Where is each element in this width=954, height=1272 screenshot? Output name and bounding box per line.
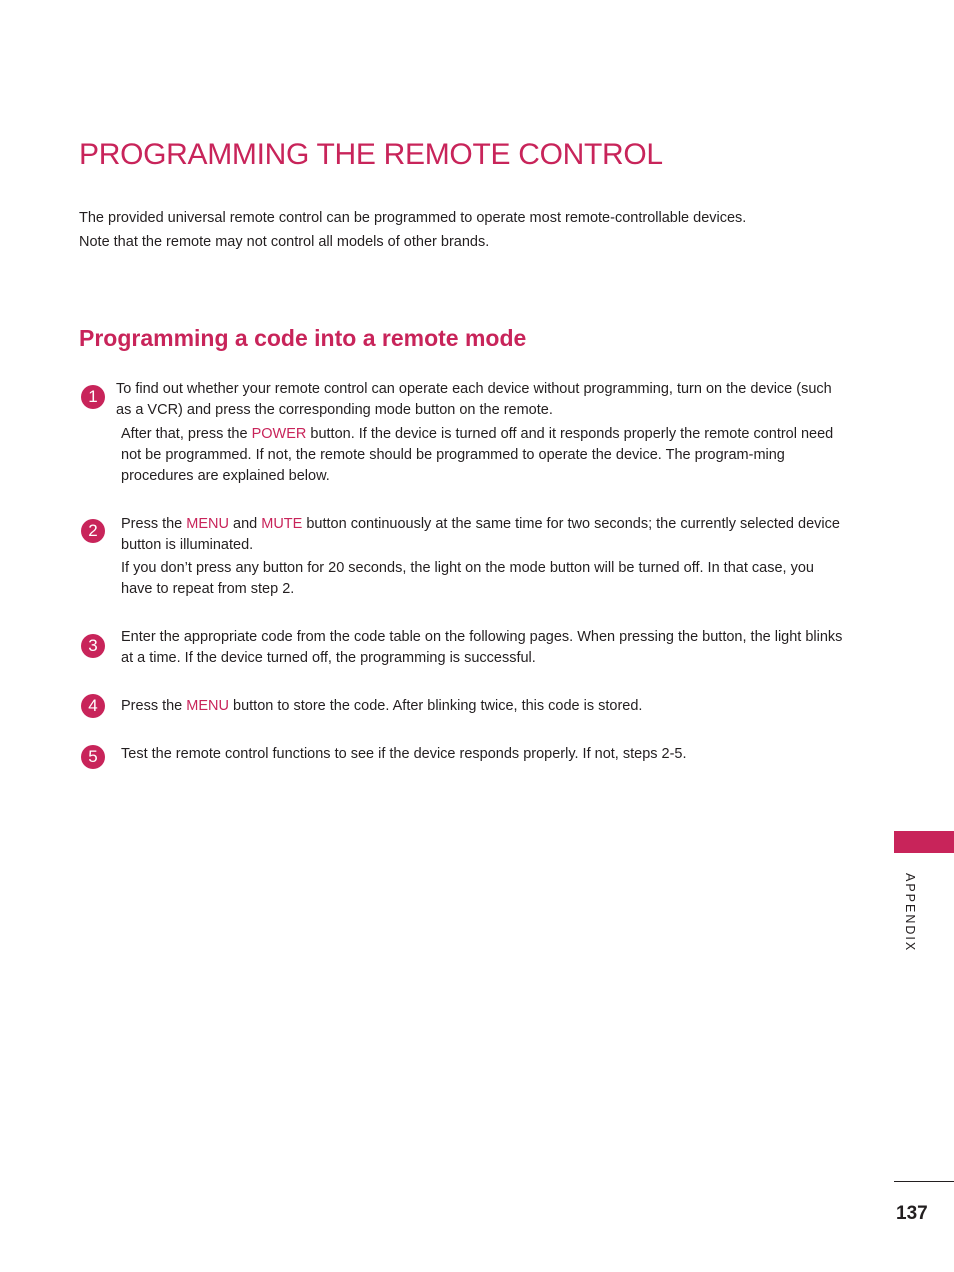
intro-line-1: The provided universal remote control can be programmed to operate most remote-controllable devices. (79, 210, 747, 226)
step-4-text-b: button to store the code. After blinking twice, this code is stored. (228, 698, 643, 714)
section-side-label: APPENDIX (903, 873, 917, 953)
step-3-text: Enter the appropriate code from the code table on the following pages. When pressing the button, the light blinks at a time. If the device turned off, the programming is successful. (121, 629, 843, 666)
intro-line-2: Note that the remote may not control all models of other brands. (79, 234, 490, 250)
step-2-note: If you don’t press any button for 20 seconds, the light on the mode button will be turned off. In that case, you have to repeat from step 2. (121, 560, 814, 597)
page-number-rule (894, 1181, 954, 1182)
mute-key-label: MUTE (261, 516, 303, 532)
step-1-power-text-a: After that, press the (121, 426, 252, 442)
step-5-number: 5 (81, 745, 105, 769)
step-4-number: 4 (81, 694, 105, 718)
page-number: 137 (896, 1203, 928, 1224)
step-1-number: 1 (81, 385, 105, 409)
step-1-text: To find out whether your remote control can operate each device without programming, turn on the device (such as a VCR) and press the corresponding mode button on the remote. (116, 381, 832, 418)
section-title: Programming a code into a remote mode (79, 325, 527, 351)
step-2-text-a: Press the (121, 516, 187, 532)
power-key-label: POWER (251, 426, 307, 442)
step-2-number: 2 (81, 519, 105, 543)
intro-text (79, 206, 879, 254)
step-4-text (121, 696, 846, 717)
menu-key-label: MENU (186, 516, 229, 532)
page-title: PROGRAMMING THE REMOTE CONTROL (79, 138, 663, 171)
step-2-text (121, 514, 846, 556)
step-2-text-mid: and (228, 516, 262, 532)
step-2-text-b: button continuously at the same time for two seconds; the currently selected device button is illuminated. (121, 516, 840, 553)
menu-key-label: MENU (186, 698, 229, 714)
step-1-power-text (121, 424, 849, 487)
step-1-power-text-b: button. If the device is turned off and it responds properly the remote control need not be programmed. If not, the remote should be programmed to operate the device. The program-ming procedures are explained below. (121, 426, 834, 484)
step-3-number: 3 (81, 634, 105, 658)
section-tab-marker (894, 831, 954, 853)
step-4-text-a: Press the (121, 698, 187, 714)
step-5-text: Test the remote control functions to see if the device responds properly. If not, steps 2-5. (121, 746, 687, 762)
